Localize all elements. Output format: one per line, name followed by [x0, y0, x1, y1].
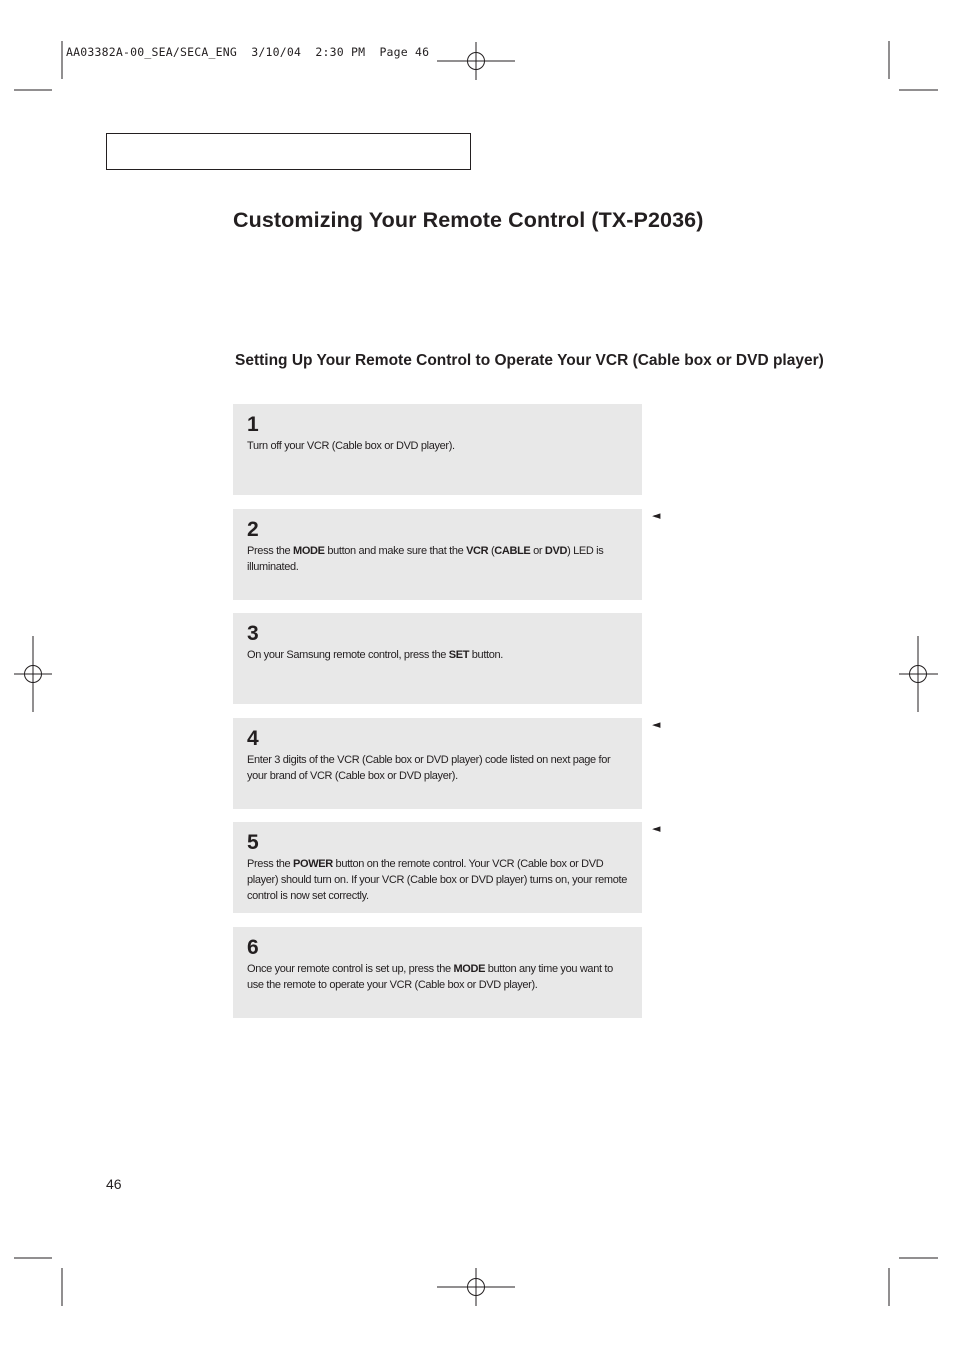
step-number: 5 [247, 831, 259, 854]
step-text-run: On your Samsung remote control, press the [247, 649, 449, 661]
step-text-run: Enter 3 digits of the VCR (Cable box or DVD player) code listed on next page for your brand of VCR (Cable box or DVD player). [247, 754, 611, 782]
step-text [247, 647, 632, 663]
step-text-run: button any time you want to use the remote to operate your VCR (Cable box or DVD player). [247, 963, 613, 991]
registration-target-top [437, 42, 515, 80]
step-text-bold: SET [448, 649, 470, 661]
step-text [247, 856, 632, 904]
step-text-bold: MODE [293, 545, 325, 557]
step-4 [233, 718, 642, 809]
step-text-bold: CABLE [494, 545, 531, 557]
registration-target-right [899, 636, 938, 712]
step-3 [233, 613, 642, 704]
step-6 [233, 927, 642, 1018]
step-text-run: button on the remote control. Your VCR (Cable box or DVD player) should turn on. If your VCR (Cable box or DVD player) turns on, your remote control is now set correctly. [247, 858, 627, 902]
side-marker-arrow: ◄ [652, 718, 661, 731]
section-title: Setting Up Your Remote Control to Operate Your VCR (Cable box or DVD player) [235, 352, 824, 369]
print-slug: AA03382A-00_SEA/SECA_ENG 3/10/04 2:30 PM Page 46 [66, 45, 430, 59]
step-text-run: Once your remote control is set up, press the [247, 963, 454, 975]
side-marker-arrow: ◄ [652, 822, 661, 835]
step-text [247, 438, 632, 454]
step-2 [233, 509, 642, 600]
step-text [247, 543, 632, 575]
step-text-bold: MODE [453, 963, 486, 975]
step-text-bold: VCR [466, 545, 489, 557]
step-text-run: or [530, 545, 545, 557]
step-text-run: Press the [247, 858, 294, 870]
step-number: 3 [247, 622, 259, 645]
step-text-run: button. [469, 649, 503, 661]
step-text-bold: POWER [293, 858, 333, 870]
step-number: 6 [247, 936, 259, 959]
step-text-bold: DVD [544, 545, 568, 557]
page-title: Customizing Your Remote Control (TX-P2036) [233, 208, 704, 232]
step-text-run: button and make sure that the [324, 545, 467, 557]
registration-target-bottom [437, 1268, 515, 1306]
step-number: 2 [247, 518, 259, 541]
registration-target-left [14, 636, 52, 712]
step-5 [233, 822, 642, 913]
page-number: 46 [106, 1176, 122, 1192]
side-marker-arrow: ◄ [652, 509, 661, 522]
step-text [247, 961, 632, 993]
step-text [247, 752, 632, 784]
step-1 [233, 404, 642, 495]
step-text-run: Press the [247, 545, 294, 557]
step-text-run: ) LED is illuminated. [247, 545, 604, 573]
step-text-run: Turn off your VCR (Cable box or DVD player). [247, 440, 455, 452]
step-number: 4 [247, 727, 259, 750]
step-number: 1 [247, 413, 259, 436]
header-box [106, 133, 471, 170]
step-text-run: ( [488, 545, 495, 557]
